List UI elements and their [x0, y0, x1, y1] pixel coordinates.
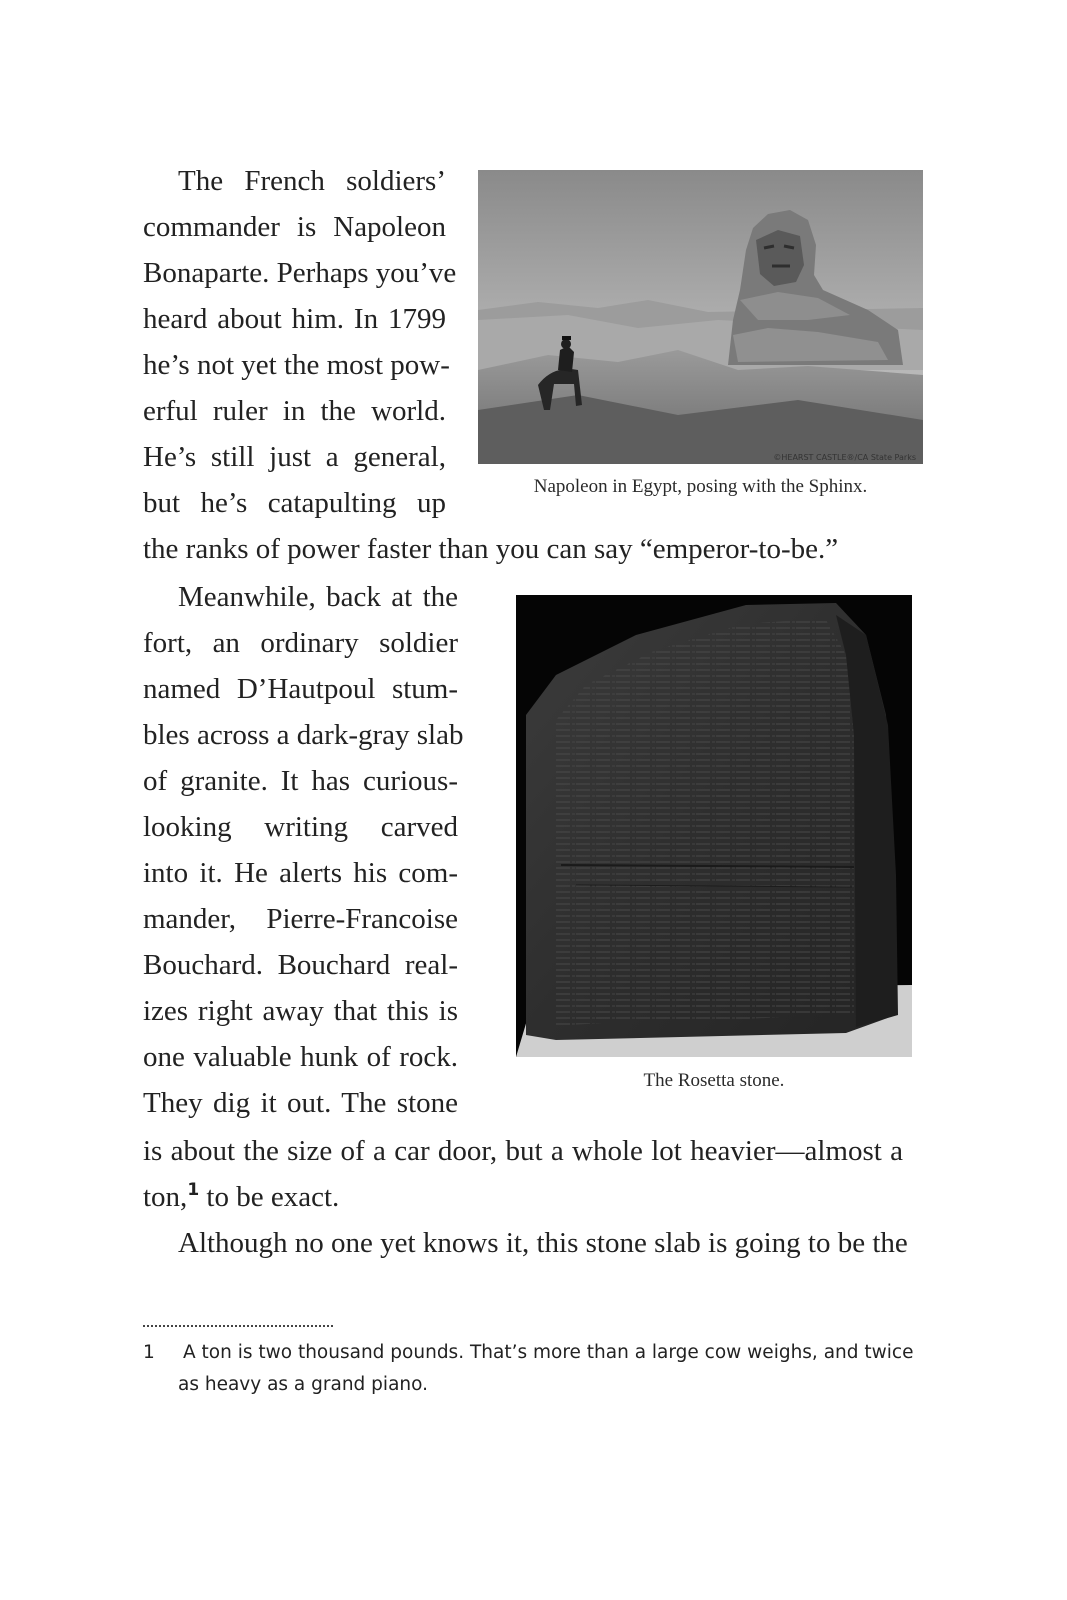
text-line: into it. He alerts his com- — [143, 857, 458, 889]
text-line: of granite. It has curious- — [143, 765, 458, 797]
text-line: Although no one yet knows it, this stone slab is going to be the — [178, 1227, 908, 1259]
footnote-text-line: as heavy as a grand piano. — [178, 1374, 429, 1395]
text-line: mander, Pierre-Francoise — [143, 903, 458, 935]
text-fragment: ton, — [143, 1181, 188, 1213]
rosetta-stone-photo — [516, 595, 912, 1057]
text-line: Bonaparte. Perhaps you’ve — [143, 257, 457, 289]
footnote-divider — [143, 1325, 333, 1327]
text-line-with-footnote — [143, 1174, 339, 1220]
text-line: one valuable hunk of rock. — [143, 1041, 458, 1073]
text-line: he’s not yet the most pow- — [143, 349, 450, 381]
photo-credit: ©HEARST CASTLE®/CA State Parks — [773, 453, 916, 462]
text-line: but he’s catapulting up — [143, 487, 446, 519]
text-line: Meanwhile, back at the — [178, 581, 458, 613]
text-line: The French soldiers’ — [178, 165, 446, 197]
footnote-text-line: A ton is two thousand pounds. That’s more than a large cow weighs, and twice — [183, 1342, 914, 1363]
text-line: fort, an ordinary soldier — [143, 627, 458, 659]
napoleon-sphinx-photo — [478, 170, 923, 464]
text-line: They dig it out. The stone — [143, 1087, 458, 1119]
text-line: bles across a dark-gray slab — [143, 719, 464, 751]
text-line: commander is Napoleon — [143, 211, 446, 243]
text-line: erful ruler in the world. — [143, 395, 446, 427]
text-line: Bouchard. Bouchard real- — [143, 949, 458, 981]
footnote-number: 1 — [143, 1342, 155, 1363]
text-fragment: to be exact. — [199, 1181, 340, 1213]
text-line: heard about him. In 1799 — [143, 303, 446, 335]
text-line: izes right away that this is — [143, 995, 458, 1027]
text-line: the ranks of power faster than you can say “emperor-to-be.” — [143, 533, 839, 565]
footnote-reference[interactable]: 1 — [187, 1180, 200, 1200]
text-line: looking writing carved — [143, 811, 458, 843]
text-line: He’s still just a general, — [143, 441, 446, 473]
caption-rosetta-stone: The Rosetta stone. — [643, 1070, 785, 1091]
text-line: named D’Hautpoul stum- — [143, 673, 458, 705]
text-line: is about the size of a car door, but a whole lot heavier—almost a — [143, 1135, 903, 1167]
caption-napoleon: Napoleon in Egypt, posing with the Sphinx. — [533, 476, 868, 497]
